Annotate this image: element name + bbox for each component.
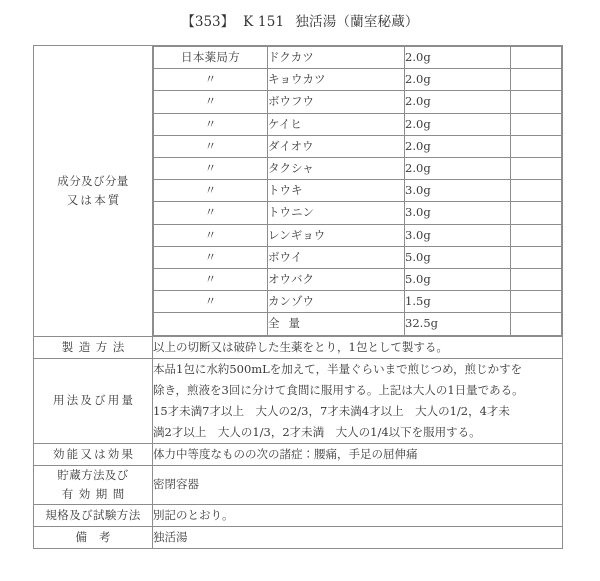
ingredient-source: 〃 (154, 291, 268, 313)
ingredient-row (154, 224, 562, 246)
ingredient-source: 〃 (154, 91, 268, 113)
storage-cell (153, 465, 563, 504)
ingredient-source: 〃 (154, 180, 268, 202)
ingredient-source: 日本薬局方 (154, 47, 268, 69)
ingredient-amount: 2.0g (405, 69, 511, 91)
ingredient-name: ボウイ (268, 246, 405, 268)
ingredient-name: トウキ (268, 180, 405, 202)
ingredient-spacer (510, 180, 561, 202)
ingredients-list (153, 46, 562, 336)
ingredient-spacer (510, 69, 561, 91)
total-label: 全量 (268, 313, 405, 335)
page-title (0, 13, 600, 31)
ingredient-row (154, 180, 562, 202)
ingredient-row (154, 246, 562, 268)
ingredient-name: トウニン (268, 202, 405, 224)
total-spacer-right (510, 313, 561, 335)
ingredient-name: オウバク (268, 269, 405, 291)
ingredient-amount: 2.0g (405, 47, 511, 69)
storage-label-line1: 貯蔵方法及び (57, 467, 129, 482)
ingredient-amount: 2.0g (405, 158, 511, 180)
ingredient-row (154, 202, 562, 224)
manufacturing-cell (153, 336, 563, 358)
ingredient-source: 〃 (154, 69, 268, 91)
row-label-standards (34, 504, 153, 526)
ingredient-amount: 3.0g (405, 180, 511, 202)
table-row-efficacy (34, 443, 563, 465)
ingredient-spacer (510, 158, 561, 180)
remarks-label: 備考 (75, 529, 123, 544)
table-row-storage (34, 465, 563, 504)
ingredient-source: 〃 (154, 246, 268, 268)
ingredient-name: ドクカツ (268, 47, 405, 69)
row-label-manufacturing (34, 336, 153, 358)
ingredient-amount: 1.5g (405, 291, 511, 313)
ingredient-source: 〃 (154, 224, 268, 246)
efficacy-cell (153, 443, 563, 465)
dosage-label: 用法及び用量 (52, 393, 136, 408)
efficacy-text: 体力中等度なものの次の諸症：腰痛，手足の屈伸痛 (153, 446, 418, 461)
ingredient-row (154, 158, 562, 180)
table-row-dosage (34, 358, 563, 443)
ingredient-amount: 5.0g (405, 246, 511, 268)
table-row-ingredients (34, 46, 563, 337)
total-amount: 32.5g (405, 313, 511, 335)
remarks-cell (153, 526, 563, 548)
ingredient-source: 〃 (154, 269, 268, 291)
ingredient-row (154, 47, 562, 69)
total-spacer (154, 313, 268, 335)
table-row-standards (34, 504, 563, 526)
standards-cell (153, 504, 563, 526)
ingredient-spacer (510, 47, 561, 69)
ingredient-spacer (510, 113, 561, 135)
table-row-manufacturing (34, 336, 563, 358)
manufacturing-label: 製造方法 (61, 339, 130, 354)
manufacturing-text: 以上の切断又は破砕した生薬をとり，1包として製する。 (153, 339, 448, 354)
storage-label-line2: 有効期間 (61, 486, 130, 501)
title-code: K 151 (243, 14, 285, 30)
remarks-text: 独活湯 (153, 529, 188, 544)
ingredient-spacer (510, 91, 561, 113)
ingredient-source: 〃 (154, 158, 268, 180)
row-label-efficacy (34, 443, 153, 465)
ingredient-name: カンゾウ (268, 291, 405, 313)
ingredient-spacer (510, 224, 561, 246)
table-row-remarks (34, 526, 563, 548)
ingredient-row (154, 91, 562, 113)
ingredient-name: ボウフウ (268, 91, 405, 113)
ingredient-spacer (510, 246, 561, 268)
ingredient-amount: 3.0g (405, 224, 511, 246)
title-source: （蘭室秘蔵） (336, 14, 419, 30)
ingredient-row (154, 113, 562, 135)
ingredients-label-line1: 成分及び分量 (57, 173, 129, 188)
title-formula-name: 独活湯 (295, 14, 337, 30)
dosage-line: 15才未満7才以上 大人の2/3，7才未満4才以上 大人の1/2，4才未 (153, 403, 510, 418)
ingredient-row (154, 69, 562, 91)
dosage-line: 除き，煎液を3回に分けて食間に服用する。上記は大人の1日量である。 (153, 382, 524, 397)
ingredient-spacer (510, 135, 561, 157)
ingredient-name: ケイヒ (268, 113, 405, 135)
standards-label: 規格及び試験方法 (45, 507, 141, 522)
ingredient-amount: 3.0g (405, 202, 511, 224)
dosage-cell (153, 358, 563, 443)
ingredients-cell (153, 46, 563, 337)
dosage-line: 本品1包に水約500mLを加えて，半量ぐらいまで煎じつめ，煎じかすを (153, 361, 523, 376)
storage-text: 密閉容器 (153, 477, 199, 492)
ingredient-amount: 5.0g (405, 269, 511, 291)
ingredient-spacer (510, 291, 561, 313)
ingredient-amount: 2.0g (405, 91, 511, 113)
specification-table (33, 45, 563, 549)
ingredient-name: タクシャ (268, 158, 405, 180)
efficacy-label: 効能又は効果 (52, 446, 136, 461)
title-number: 【353】 (181, 14, 235, 30)
ingredient-row (154, 269, 562, 291)
ingredient-source: 〃 (154, 135, 268, 157)
ingredient-name: レンギョウ (268, 224, 405, 246)
ingredient-total-row (154, 313, 562, 335)
ingredient-source: 〃 (154, 113, 268, 135)
ingredients-label-line2: 又は本質 (66, 192, 122, 207)
row-label-storage (34, 465, 153, 504)
ingredient-row (154, 291, 562, 313)
dosage-line: 満2才以上 大人の1/3，2才未満 大人の1/4以下を服用する。 (153, 424, 481, 439)
ingredient-name: キョウカツ (268, 69, 405, 91)
ingredient-source: 〃 (154, 202, 268, 224)
ingredient-amount: 2.0g (405, 135, 511, 157)
ingredient-spacer (510, 269, 561, 291)
row-label-remarks (34, 526, 153, 548)
ingredient-spacer (510, 202, 561, 224)
ingredient-amount: 2.0g (405, 113, 511, 135)
row-label-ingredients (34, 46, 153, 337)
row-label-dosage (34, 358, 153, 443)
ingredient-row (154, 135, 562, 157)
ingredient-name: ダイオウ (268, 135, 405, 157)
standards-text: 別記のとおり。 (153, 507, 234, 522)
